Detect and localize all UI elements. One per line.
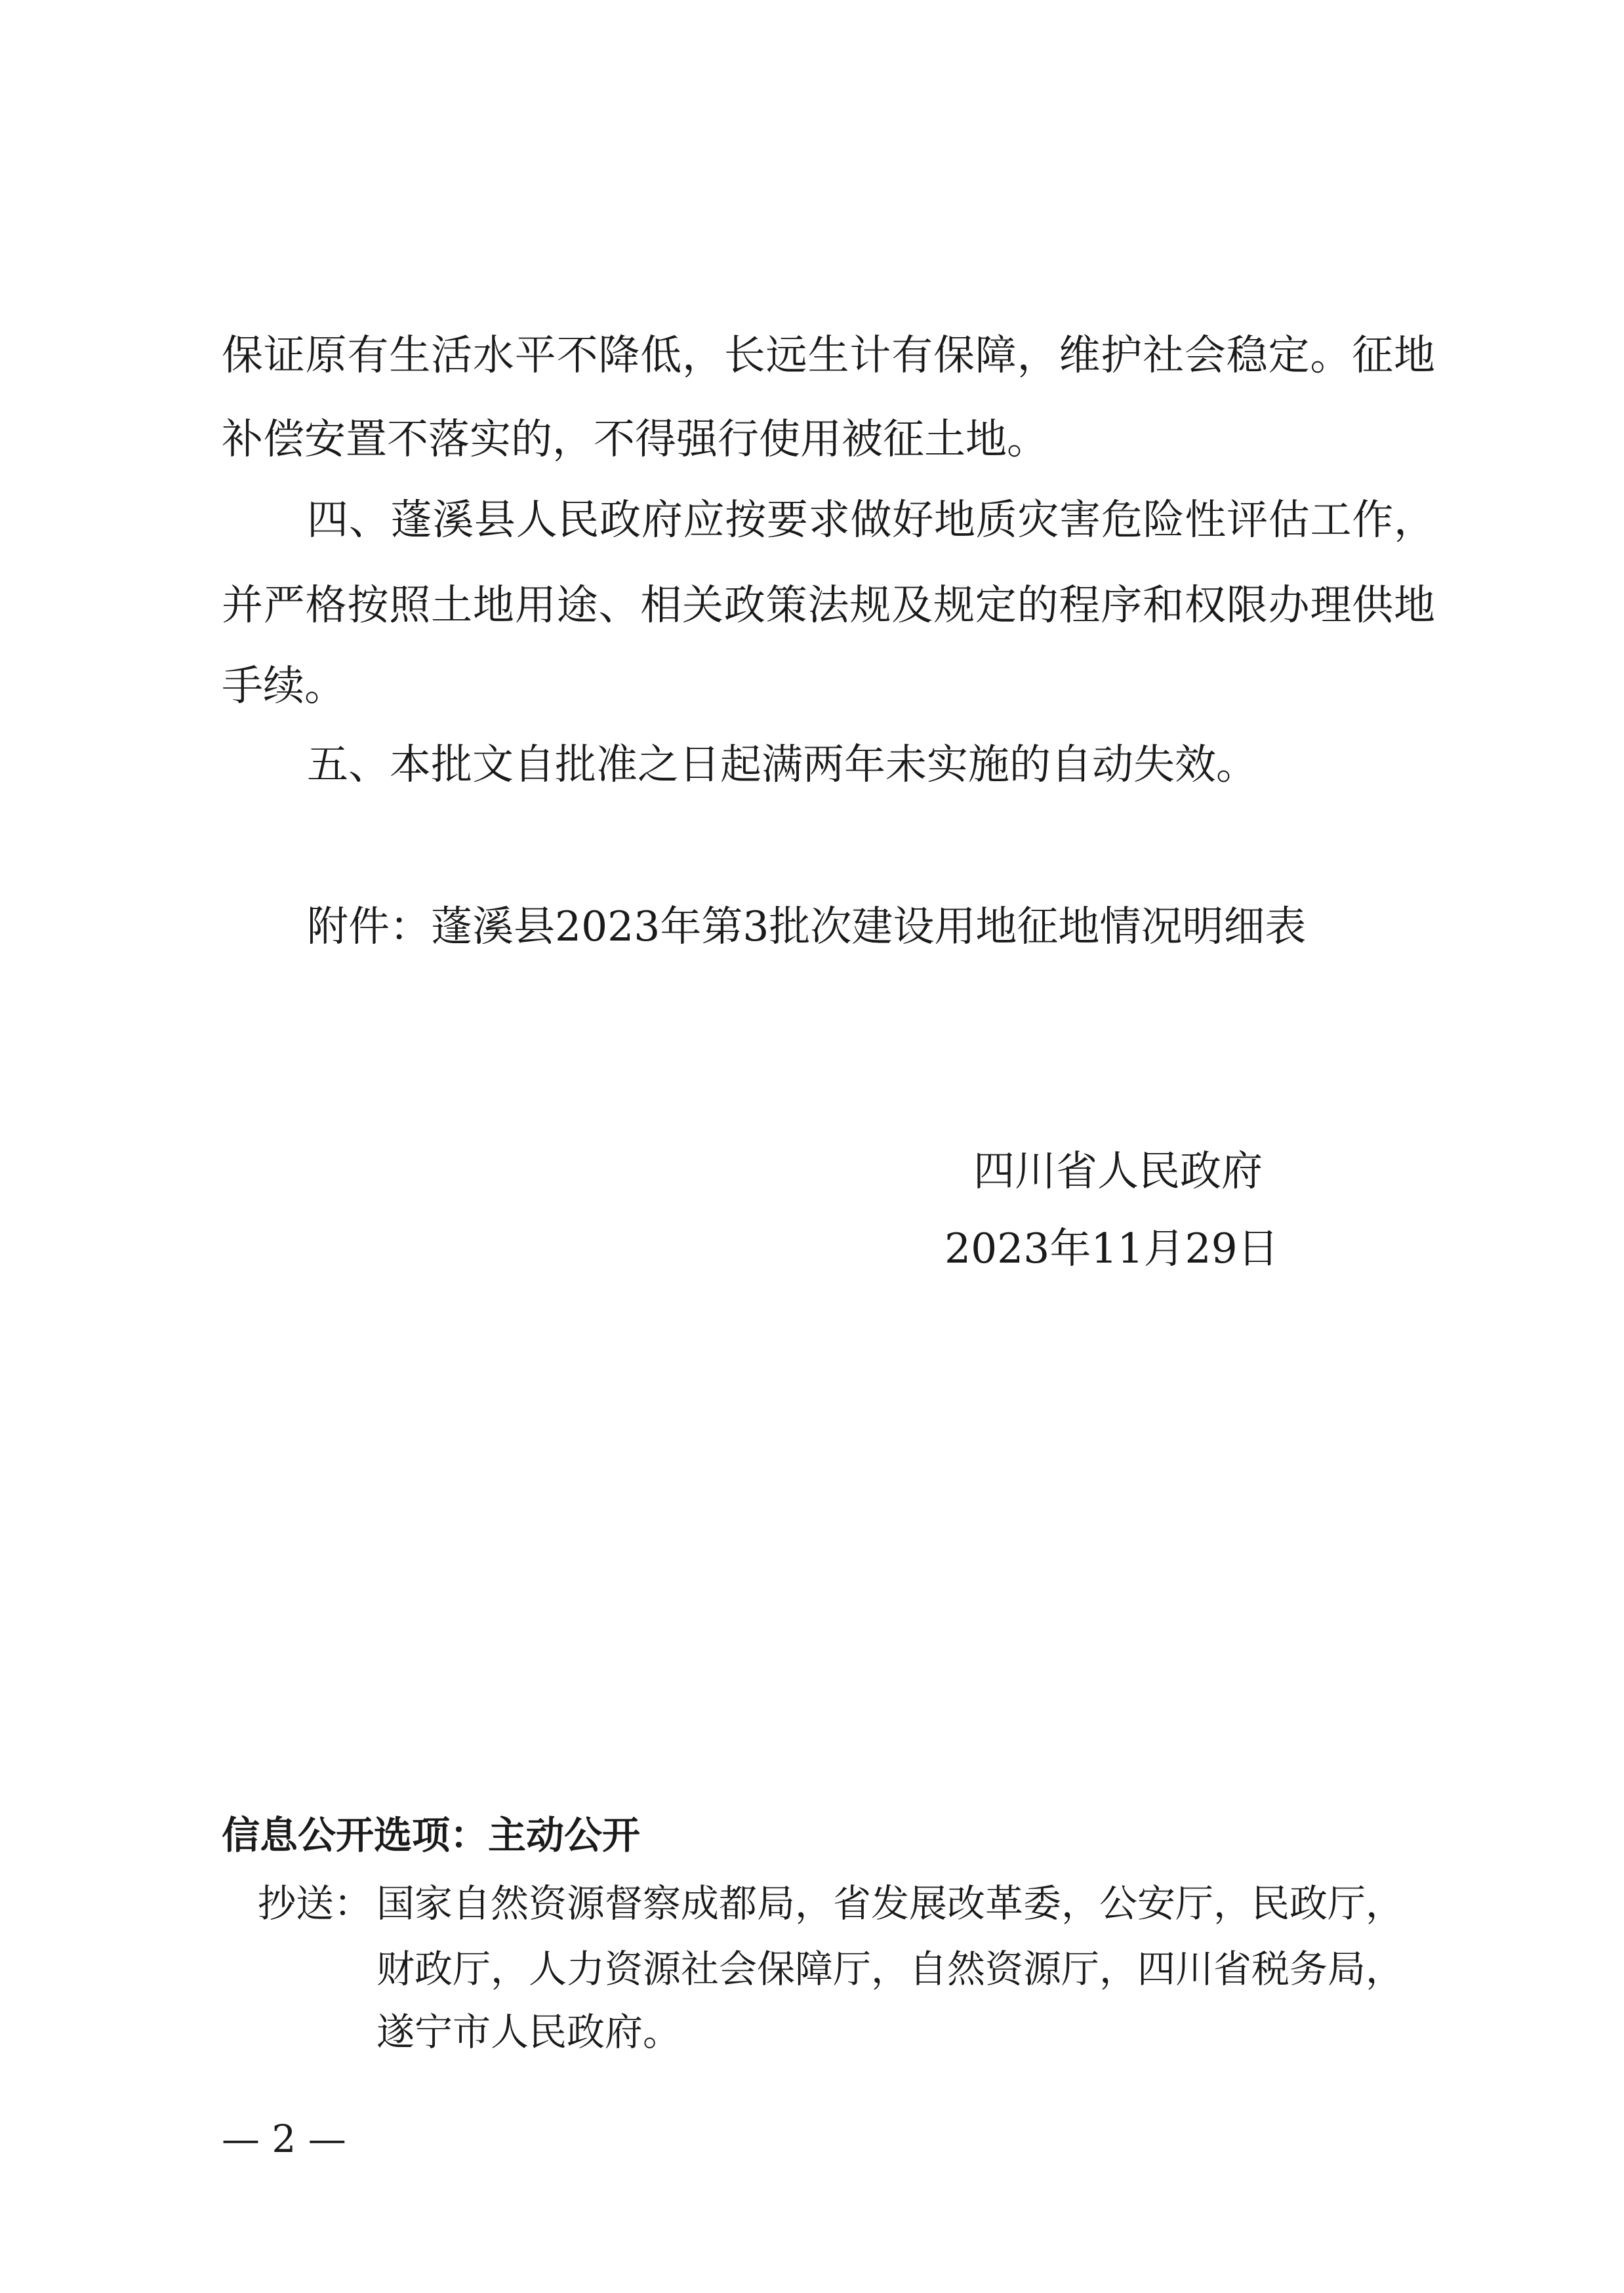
- cc-line-2: 财政厅，人力资源社会保障厅，自然资源厅，四川省税务局，: [376, 1947, 1404, 1991]
- paragraph-4-line-2: 并严格按照土地用途、相关政策法规及规定的程序和权限办理供地: [222, 581, 1435, 629]
- paragraph-4-line-1: 四、蓬溪县人民政府应按要求做好地质灾害危险性评估工作，: [307, 496, 1435, 544]
- attachment-line: 附件：蓬溪县2023年第3批次建设用地征地情况明细表: [307, 903, 1307, 950]
- cc-line-1: 国家自然资源督察成都局，省发展改革委，公安厅，民政厅，: [376, 1881, 1404, 1926]
- cc-label: 抄送：: [258, 1881, 373, 1926]
- cc-line-3: 遂宁市人民政府。: [376, 2010, 681, 2054]
- paragraph-5-line-1: 五、本批文自批准之日起满两年未实施的自动失效。: [307, 741, 1257, 788]
- paragraph-3-line-1: 保证原有生活水平不降低，长远生计有保障，维护社会稳定。征地: [222, 331, 1435, 379]
- disclosure-option: 信息公开选项：主动公开: [222, 1813, 641, 1857]
- issue-date: 2023年11月29日: [944, 1225, 1279, 1272]
- paragraph-4-line-3: 手续。: [222, 662, 346, 710]
- paragraph-3-line-2: 补偿安置不落实的，不得强行使用被征土地。: [222, 415, 1048, 463]
- page-number: — 2 —: [222, 2117, 346, 2161]
- issuer-name: 四川省人民政府: [973, 1147, 1263, 1195]
